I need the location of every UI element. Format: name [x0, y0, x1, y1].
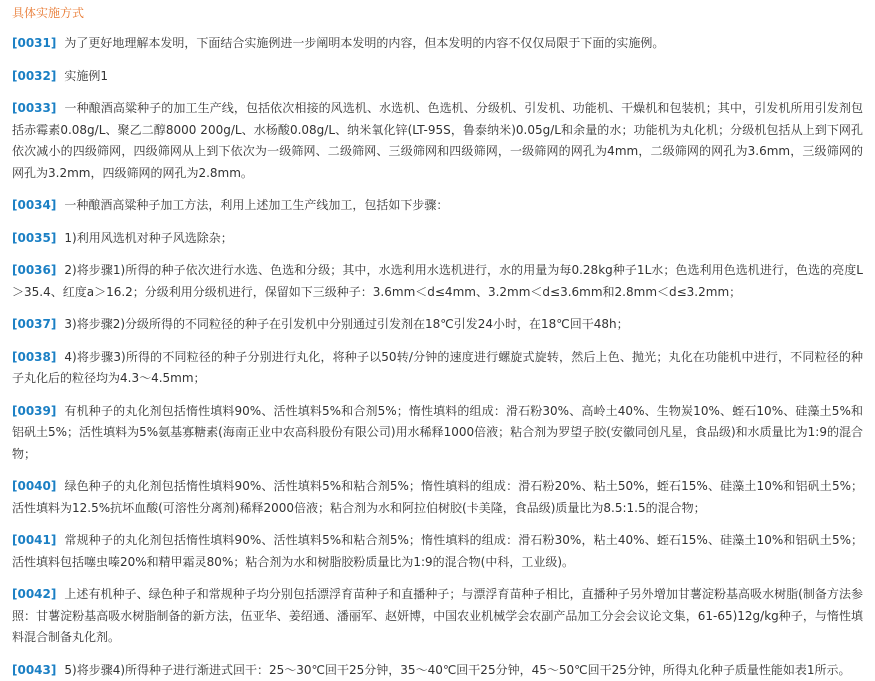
- paragraph-0042: [12, 584, 863, 649]
- paragraph-text: 常规种子的丸化剂包括惰性填料90%、活性填料5%和粘合剂5%；惰性填料的组成：滑石粉30%，粘土40%、蛭石15%、硅藻土10%和铝矾土5%；活性填料包括噻虫嗪20%和精甲霜灵80%；粘合剂为水和树脂胶粉质量比为1:9的混合物(中科，工业级)。: [12, 533, 863, 569]
- paragraph-0032: [12, 66, 863, 88]
- paragraph-number: [0041]: [12, 533, 56, 547]
- paragraph-text: 5)将步骤4)所得种子进行渐进式回干：25～30℃回干25分钟，35～40℃回干25分钟，45～50℃回干25分钟，所得丸化种子质量性能如表1所示。: [64, 663, 850, 677]
- paragraph-list: [12, 33, 863, 681]
- paragraph-0034: [12, 195, 863, 217]
- paragraph-0041: [12, 530, 863, 573]
- section-title: 具体实施方式: [12, 4, 863, 22]
- paragraph-text: 一种酿酒高粱种子的加工生产线，包括依次相接的风选机、水选机、色选机、分级机、引发机、功能机、干燥机和包装机；其中，引发机所用引发剂包括赤霉素0.08g/L、聚乙二醇8000 200g/L、水杨酸0.08g/L、纳米氧化锌(LT-95S，鲁泰纳米)0.05g/L和余量的水；功能机为丸化机；分级机包括从上到下网孔依次减小的四级筛网，四级筛网从上到下依次为一级筛网、二级筛网、三级筛网和四级筛网，一级筛网的网孔为4mm，二级筛网的网孔为3.6mm，三级筛网的网孔为3.2mm，四级筛网的网孔为2.8mm。: [12, 101, 863, 180]
- paragraph-number: [0033]: [12, 101, 56, 115]
- paragraph-0038: [12, 347, 863, 390]
- paragraph-text: 4)将步骤3)所得的不同粒径的种子分别进行丸化，将种子以50转/分钟的速度进行螺旋式旋转，然后上色、抛光；丸化在功能机中进行，不同粒径的种子丸化后的粒径均为4.3～4.5mm；: [12, 350, 863, 386]
- paragraph-0037: [12, 314, 863, 336]
- paragraph-text: 绿色种子的丸化剂包括惰性填料90%、活性填料5%和粘合剂5%；惰性填料的组成：滑石粉20%、粘土50%，蛭石15%、硅藻土10%和铝矾土5%；活性填料为12.5%抗坏血酸(可溶性分离剂)稀释2000倍液；粘合剂为水和阿拉伯树胶(卡美隆，食品级)质量比为8.5:1.5的混合物；: [12, 479, 863, 515]
- paragraph-text: 有机种子的丸化剂包括惰性填料90%、活性填料5%和合剂5%；惰性填料的组成：滑石粉30%、高岭土40%、生物炭10%、蛭石10%、硅藻土5%和铝矾土5%；活性填料为5%氨基寡糖素(海南正业中农高科股份有限公司)用水稀释1000倍液；粘合剂为罗望子胶(安徽同创凡星，食品级)和水质量比为1:9的混合物；: [12, 404, 863, 461]
- paragraph-number: [0037]: [12, 317, 56, 331]
- paragraph-0035: [12, 228, 863, 250]
- paragraph-number: [0034]: [12, 198, 56, 212]
- paragraph-0031: [12, 33, 863, 55]
- paragraph-text: 上述有机种子、绿色种子和常规种子均分别包括漂浮育苗种子和直播种子；与漂浮育苗种子相比，直播种子另外增加甘薯淀粉基高吸水树脂(制备方法参照：甘薯淀粉基高吸水树脂制备的新方法，伍亚华、姜绍通、潘丽军、赵妍博，中国农业机械学会农副产品加工分会会议论文集，61-65)12g/kg种子，与惰性填料混合制备丸化剂。: [12, 587, 863, 644]
- paragraph-number: [0042]: [12, 587, 56, 601]
- paragraph-number: [0032]: [12, 69, 56, 83]
- paragraph-0033: [12, 98, 863, 184]
- paragraph-text: 2)将步骤1)所得的种子依次进行水选、色选和分级；其中，水选利用水选机进行，水的用量为每0.28kg种子1L水；色选利用色选机进行，色选的亮度L＞35.4、红度a＞16.2；分级利用分级机进行，保留如下三级种子：3.6mm＜d≤4mm、3.2mm＜d≤3.6mm和2.8mm＜d≤3.2mm；: [12, 263, 863, 299]
- paragraph-text: 1)利用风选机对种子风选除杂；: [64, 231, 232, 245]
- paragraph-text: 为了更好地理解本发明，下面结合实施例进一步阐明本发明的内容，但本发明的内容不仅仅局限于下面的实施例。: [64, 36, 664, 50]
- paragraph-number: [0035]: [12, 231, 56, 245]
- paragraph-text: 3)将步骤2)分级所得的不同粒径的种子在引发机中分别通过引发剂在18℃引发24小时，在18℃回干48h；: [64, 317, 628, 331]
- paragraph-0043: [12, 660, 863, 681]
- paragraph-0040: [12, 476, 863, 519]
- paragraph-0039: [12, 401, 863, 466]
- paragraph-0036: [12, 260, 863, 303]
- paragraph-text: 一种酿酒高粱种子加工方法，利用上述加工生产线加工，包括如下步骤：: [64, 198, 448, 212]
- paragraph-text: 实施例1: [64, 69, 108, 83]
- paragraph-number: [0043]: [12, 663, 56, 677]
- paragraph-number: [0038]: [12, 350, 56, 364]
- paragraph-number: [0040]: [12, 479, 56, 493]
- paragraph-number: [0036]: [12, 263, 56, 277]
- paragraph-number: [0039]: [12, 404, 56, 418]
- paragraph-number: [0031]: [12, 36, 56, 50]
